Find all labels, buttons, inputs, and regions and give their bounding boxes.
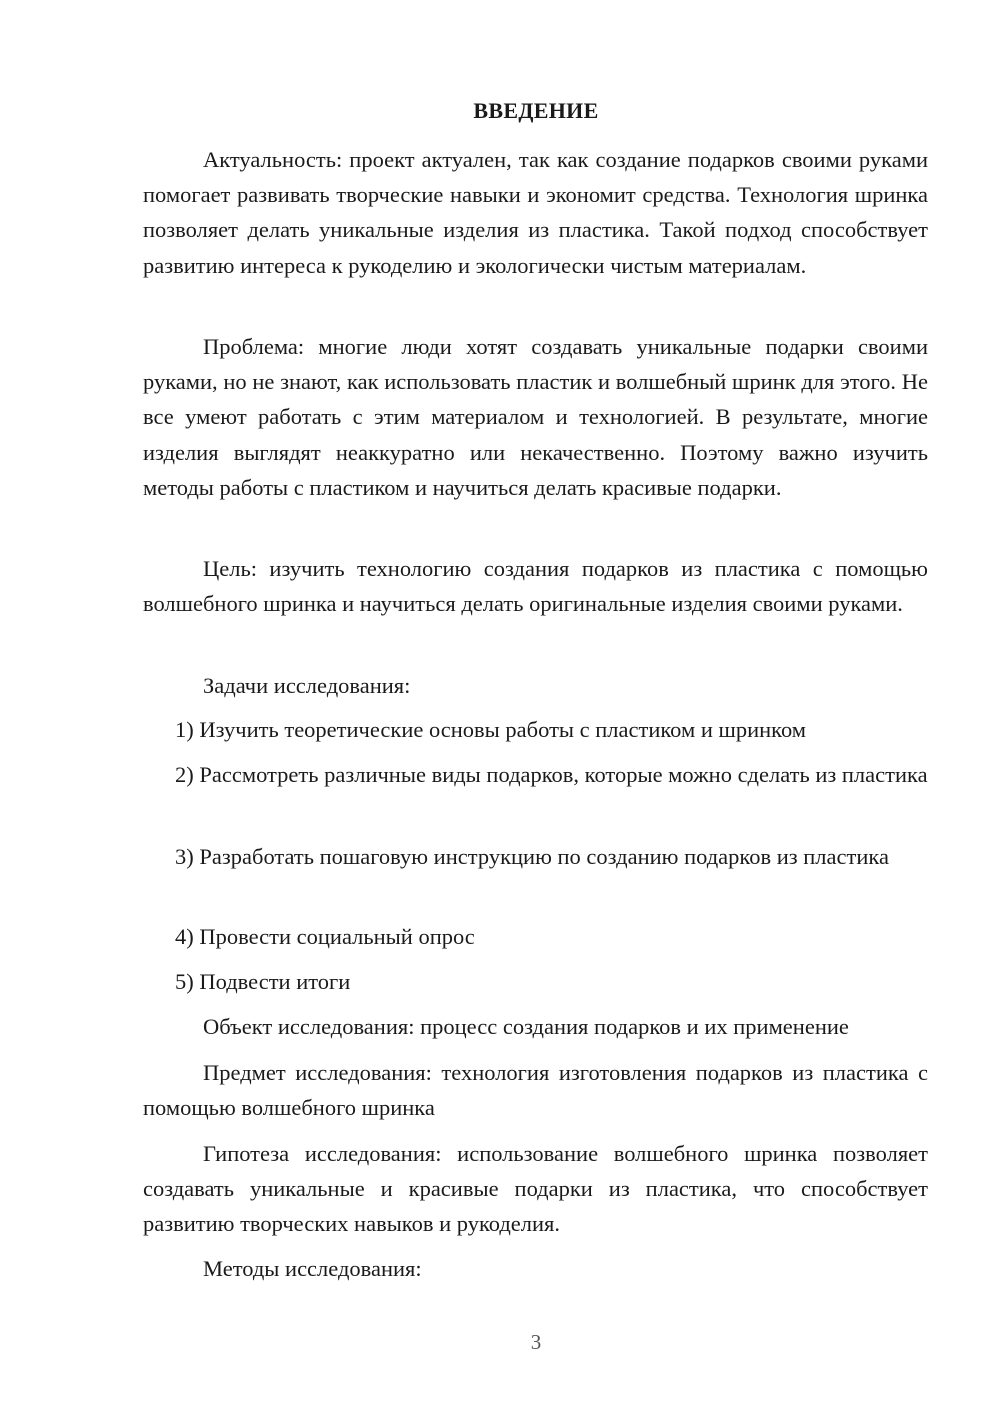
- page-title: ВВЕДЕНИЕ: [473, 98, 599, 123]
- page-number: 3: [530, 1330, 542, 1354]
- paragraph-hypothesis: Гипотеза исследования: использование волшебного шринка позволяет создавать уникальные и красивые подарки из пластика, что способствует развитию творческих навыков и рукоделия.: [143, 1141, 928, 1237]
- paragraph-problem: Проблема: многие люди хотят создавать уникальные подарки своими руками, но не знают, как использовать пластик и волшебный шринк для этого. Не все умеют работать с этим материалом и технологией. В результате, многие изделия выглядят неаккуратно или некачественно. Поэтому важно изучить методы работы с пластиком и научиться делать красивые подарки.: [143, 334, 928, 500]
- task-item-3: 3) Разработать пошаговую инструкцию по созданию подарков из пластика: [175, 844, 889, 869]
- task-item-4: 4) Провести социальный опрос: [175, 924, 475, 949]
- methods-heading: Методы исследования:: [203, 1256, 422, 1281]
- task-item-1: 1) Изучить теоретические основы работы с пластиком и шринком: [175, 717, 807, 742]
- task-item-2: 2) Рассмотреть различные виды подарков, которые можно сделать из пластика: [175, 762, 928, 787]
- paragraph-object: Объект исследования: процесс создания подарков и их применение: [203, 1014, 849, 1039]
- task-item-5: 5) Подвести итоги: [175, 969, 351, 994]
- tasks-heading: Задачи исследования:: [203, 673, 411, 698]
- paragraph-relevance: Актуальность: проект актуален, так как создание подарков своими руками помогает развивать творческие навыки и экономит средства. Технология шринка позволяет делать уникальные изделия из пластика. Такой подход способствует развитию интереса к рукоделию и экологически чистым материалам.: [143, 147, 928, 278]
- paragraph-goal: Цель: изучить технологию создания подарков из пластика с помощью волшебного шринка и научиться делать оригинальные изделия своими руками.: [143, 556, 928, 617]
- paragraph-subject: Предмет исследования: технология изготовления подарков из пластика с помощью волшебного шринка: [143, 1060, 928, 1121]
